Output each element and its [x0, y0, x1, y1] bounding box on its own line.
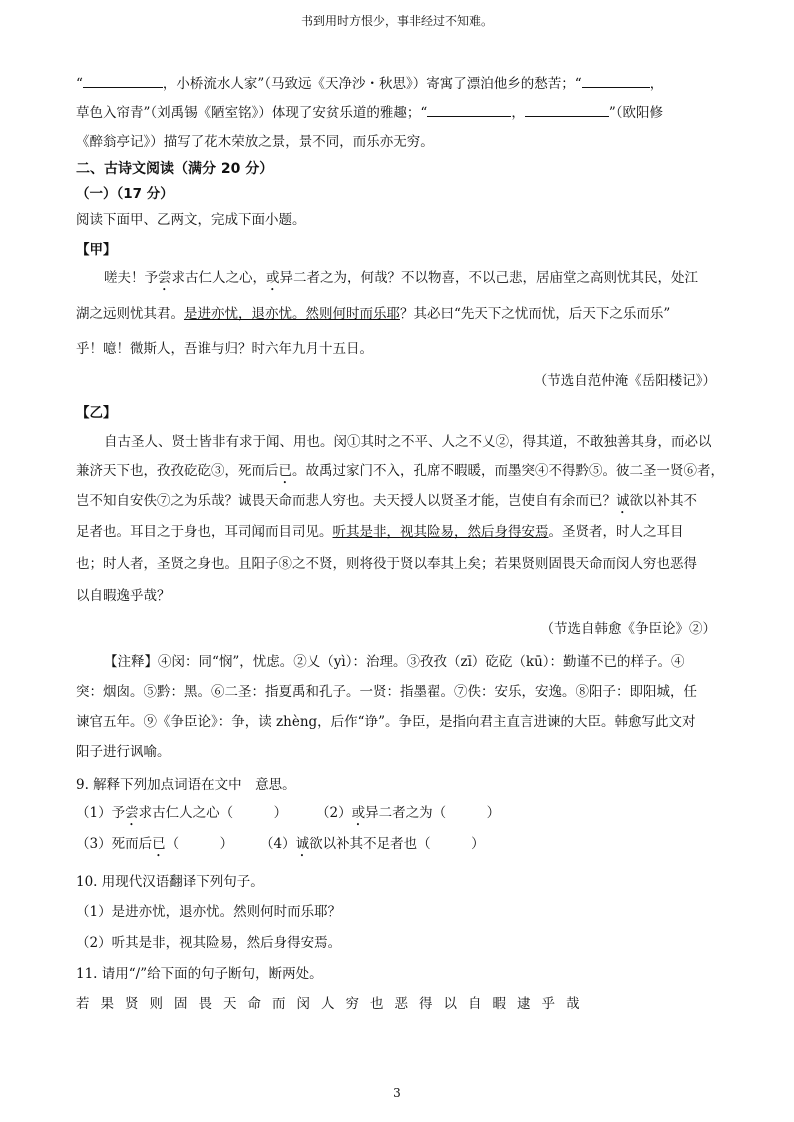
text-run: 嗟夫！予 [104, 270, 158, 286]
dotted-word: 尝 [125, 805, 139, 821]
text-run: 。故禹过家门不入，孔席不暇暖，而墨突④不得黔⑤。彼二圣一贤⑥者， [292, 463, 724, 479]
text-run: 求古仁人之心（ ） [138, 805, 288, 821]
notes-line-4: 阳子进行讽喻。 [76, 744, 171, 760]
fill-text: ， [511, 105, 525, 121]
q9-item-1[interactable] [76, 801, 287, 829]
q9-item-2[interactable] [316, 801, 500, 829]
text-run: 湖之远则忧其君。 [76, 306, 184, 322]
jia-line-1 [104, 266, 698, 294]
yi-label: 【乙】 [76, 405, 117, 421]
q9-item-3[interactable] [76, 832, 233, 860]
question-10-stem: 10. 用现代汉语翻译下列句子。 [76, 874, 264, 890]
fill-text: ，小桥流水人家”（马致远《天净沙・秋思》）寄寓了漂泊他乡的愁苦；“ [162, 76, 582, 92]
fill-text: ， [649, 76, 664, 92]
text-run: 欲以补其不 [629, 493, 697, 509]
text-run: （1）予 [76, 805, 126, 821]
fill-line-1 [76, 72, 663, 92]
text-run: 足者也。耳目之于身也，耳司闻而目司见。 [76, 524, 333, 540]
q10-item-2[interactable]: （2）听其是非，视其险易，然后身得安焉。 [76, 935, 342, 951]
fill-line-3: 《醉翁亭记》）描写了花木荣放之景，景不同，而乐亦无穷。 [76, 134, 434, 150]
yi-source: （节选自韩愈《争臣论》②） [540, 621, 716, 637]
q11-sentence[interactable]: 若果贤则固畏天命而闵人穷也恶得以自暇逮乎哉 [76, 996, 591, 1012]
blank-1[interactable] [83, 73, 163, 88]
yi-line-2 [76, 459, 724, 487]
text-run: 异二者之为，何哉？不以物喜，不以己悲，居庙堂之高则忧其民，处江 [279, 270, 698, 286]
jia-source: （节选自范仲淹《岳阳楼记》） [533, 373, 716, 389]
text-run: 岂不知自安佚⑦之为乐哉？诚畏天命而悲人穷也。夫天授人以贤圣才能，岂使自有余而已？ [76, 493, 616, 509]
page-header: 书到用时方恨少，事非经过不知难。 [300, 14, 493, 28]
text-run: 异二者之为（ ） [365, 805, 501, 821]
q9-item-4[interactable] [260, 832, 485, 860]
question-11-stem: 11. 请用“/”给下面的句子断句，断两处。 [76, 966, 323, 982]
intro-text: 阅读下面甲、乙两文，完成下面小题。 [76, 212, 306, 228]
jia-line-3: 乎！噫！微斯人，吾谁与归？时六年九月十五日。 [76, 341, 373, 357]
notes-line-1: 【注释】④闵：同“悯”，忧虑。②乂（yì）：治理。③孜孜（zī）矻矻（kū）：勤谨不已的样子。④ [104, 654, 685, 670]
text-run: （4） [260, 836, 296, 852]
part-title: （一）（17 分） [76, 186, 174, 202]
yi-line-6: 以自暇逸乎哉？ [76, 588, 171, 604]
dotted-word: 或 [266, 270, 280, 286]
fill-text: 草色入帘青”（刘禹锡《陋室铭》）体现了安贫乐道的雅趣；“ [76, 105, 428, 121]
fill-line-2 [76, 101, 663, 121]
text-run: （2） [316, 805, 352, 821]
blank-2[interactable] [582, 73, 650, 88]
jia-line-2 [76, 302, 670, 322]
page-number: 3 [393, 1086, 401, 1100]
dotted-word: 尝 [158, 270, 172, 286]
blank-4[interactable] [525, 102, 609, 117]
section-title: 二、古诗文阅读（满分 20 分） [76, 161, 274, 177]
dotted-word: 已 [278, 463, 292, 479]
underlined-sentence: 是进亦忧，退亦忧。然则何时而乐耶 [184, 306, 400, 322]
jia-label: 【甲】 [76, 242, 117, 258]
text-run: 求古仁人之心， [171, 270, 266, 286]
text-run: 兼济天下也，孜孜矻矻③，死而后 [76, 463, 279, 479]
dotted-word: 诚 [295, 836, 310, 852]
q10-item-1[interactable]: （1）是进亦忧，退亦忧。然则何时而乐耶？ [76, 904, 342, 920]
text-run: 。圣贤者，时人之耳目 [548, 524, 684, 540]
notes-line-2: 突：烟囱。⑤黔：黑。⑥二圣：指夏禹和孔子。一贤：指墨翟。⑦佚：安乐，安逸。⑧阳子：即阳城，任 [76, 684, 697, 700]
dotted-word: 或 [351, 805, 366, 821]
question-9-stem: 9. 解释下列加点词语在文中 意思。 [76, 777, 296, 793]
text-run: ？其必曰“先天下之忧而忧，后天下之乐而乐” [400, 306, 671, 322]
yi-line-3 [76, 489, 697, 517]
text-run: 欲以补其不足者也（ ） [309, 836, 485, 852]
yi-line-1: 自古圣人、贤士皆非有求于闻、用也。闵①其时之不平、人之不乂②，得其道，不敢独善其身，而必以 [104, 434, 712, 450]
text-run: （3）死而后 [76, 836, 153, 852]
fill-text: “ [76, 76, 83, 92]
notes-line-3: 谏官五年。⑨《争臣论》：争，读 zhèng，后作“诤”。争臣，是指向君主直言进谏的大臣。韩愈写此文对 [76, 714, 696, 730]
blank-3[interactable] [427, 102, 511, 117]
dotted-word: 诚 [616, 493, 630, 509]
dotted-word: 已 [152, 836, 166, 852]
underlined-sentence: 听其是非，视其险易，然后身得安焉 [332, 524, 549, 540]
text-run: （ ） [165, 836, 234, 852]
yi-line-4 [76, 520, 684, 540]
fill-text: ”（欧阳修 [608, 105, 663, 121]
yi-line-5: 也；时人者，圣贤之身也。且阳子⑧之不贤，则将役于贤以奉其上矣；若果贤则固畏天命而闵人穷也恶得 [76, 556, 697, 572]
